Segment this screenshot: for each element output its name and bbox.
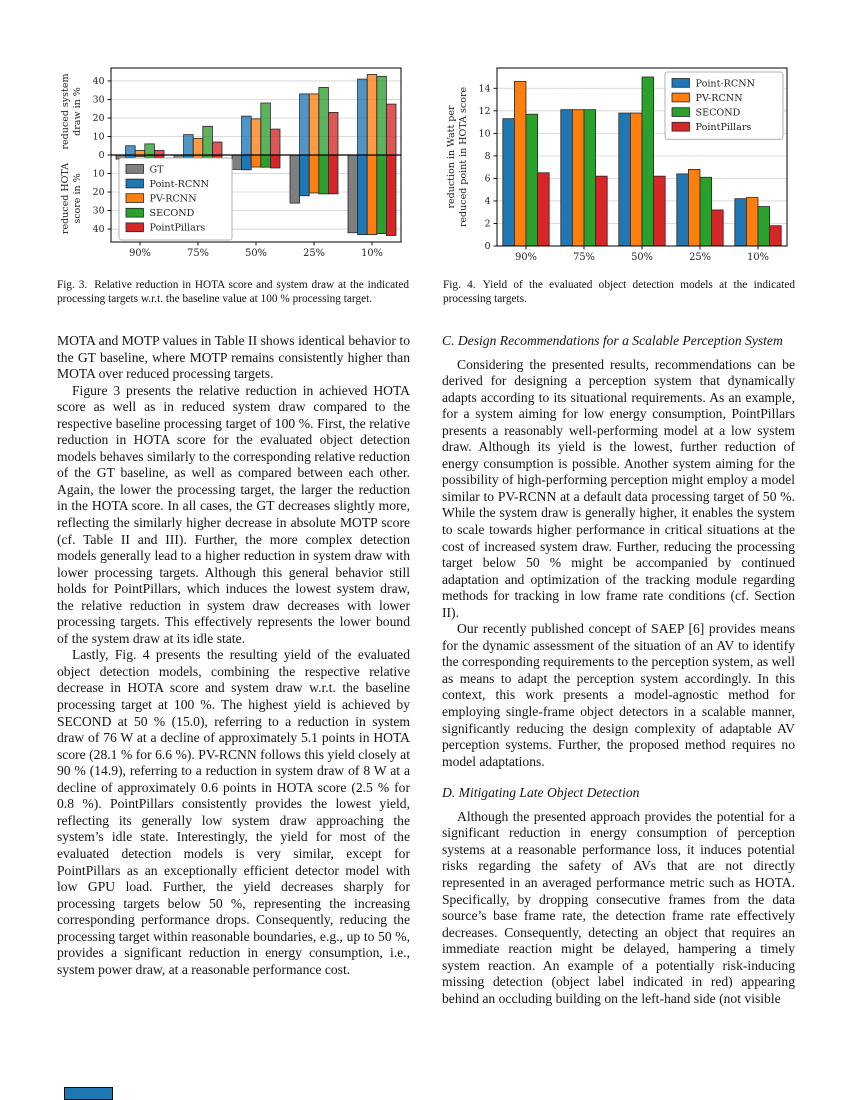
legend-label: Point-RCNN [695, 78, 756, 90]
bar [526, 114, 538, 246]
legend-label: SECOND [149, 208, 195, 220]
bar [654, 176, 666, 246]
x-tick-label: 25% [303, 248, 325, 259]
body-paragraph: Although the presented approach provides the potential for a significant reduction in energy consumption of perception systems at a reasonable performance loss, it induces potential risks regarding the safety of AVs that are not directly represented in an averaged performance metric such as HOTA. Specifically, by dropping consecutive frames from the data source’s base frame rate, the detection frame rate effectively decreases. Consequently, detecting an object that requires an immediate reaction might be delayed, hampering a timely system reaction. An example of a potentially risk-inducing missing detection (object label indicated in red) appearing behind an occluding building on the left-hand side (not visible [442, 808, 795, 1006]
bar [145, 144, 155, 155]
bar [677, 174, 689, 246]
bar [251, 119, 261, 155]
bar [319, 155, 329, 194]
bar [300, 94, 310, 155]
bar [642, 77, 654, 246]
bar [212, 142, 222, 155]
y-tick-label: 20 [92, 113, 105, 125]
bar [630, 113, 642, 246]
y-tick-label: 30 [92, 205, 105, 217]
bar [251, 155, 261, 167]
body-paragraph: Lastly, Fig. 4 presents the resulting yield of the evaluated object detection models, combining the respective relative decrease in HOTA score and system draw w.r.t. the baseline processing target at 100 %. The highest yield is achieved by SECOND at 50 % (15.0), referring to a reduction in system draw of 76 W at a decline of approximately 5.1 points in HOTA score (28.1 % for 6.6 %). PV-RCNN follows this yield closely at 90 % (14.9), referring to a reduction in system draw of 8 W at a decline of approximately 0.6 points in HOTA score (2.5 % for 0.8 %). PointPillars consistently provides the lowest yield, reflecting its generally low system draw approaching the system’s idle state. Interestingly, the yield for most of the evaluated detection models is very similar, except for PointPillars as an exceptionally efficient detector model with low GPU load. Further, the yield decreases sharply for processing targets below 50 %, representing the increasing corresponding performance drops. Consequently, reducing the processing target within reasonable boundaries, e.g., up to 50 %, provides a significant reduction in energy consumption, i.e., system power draw, at a reasonable performance cost. [57, 647, 410, 977]
fig4-legend [665, 72, 783, 139]
bar [261, 103, 271, 155]
bar [503, 119, 515, 246]
bar [270, 155, 280, 168]
bar [712, 210, 724, 246]
legend-label: PV-RCNN [149, 193, 197, 205]
legend-swatch-PointPillars [672, 122, 690, 131]
x-tick-label: 10% [747, 252, 769, 263]
fig3-caption [57, 279, 409, 307]
bar [377, 76, 387, 155]
bar [735, 199, 747, 246]
axis-label: reduced point in HOTA score [458, 86, 469, 228]
figure-3 [57, 56, 409, 307]
bar [538, 173, 550, 246]
bar [770, 226, 782, 246]
y-tick-label: 4 [484, 196, 491, 208]
legend-label: PV-RCNN [695, 92, 743, 104]
bar [328, 112, 338, 155]
legend-swatch-PV-RCNN [126, 194, 144, 203]
y-tick-label: 20 [92, 187, 105, 199]
fig3-chart [57, 56, 409, 266]
section-heading-c: C. Design Recommendations for a Scalable Perception System [442, 333, 783, 348]
legend-swatch-PointPillars [126, 223, 144, 232]
axis-label: draw in % [72, 87, 83, 136]
fig4-caption [443, 279, 795, 307]
bar [367, 155, 377, 235]
bar [584, 110, 596, 246]
bar [203, 126, 213, 155]
bar [154, 150, 164, 155]
y-tick-label: 40 [92, 224, 105, 236]
x-tick-label: 75% [573, 252, 595, 263]
x-tick-label: 50% [631, 252, 653, 263]
bar [758, 207, 770, 246]
bar [386, 104, 396, 155]
bar [135, 150, 145, 155]
y-tick-label: 6 [484, 173, 491, 185]
body-paragraph: Considering the presented results, recommendations can be derived for designing a perception system that dynamically adapts according to its situational requirements. As an example, for a system aiming for low energy consumption, PointPillars presents a reasonably well-performing model at a low system draw. Although its yield is the lowest, further reduction of energy consumption is possible. Another system aiming for the possibility of high-performing perception might employ a model similar to PV-RCNN at a default data processing target of 50 %. While the system draw is generally higher, it enables the system to scale towards higher performance in critical situations at the cost of increased system draw. Further, reducing the processing target below 50 % might be accompanied by continued adaptation and optimization of the tracking module regarding methods for tracking in low frame rate conditions (cf. Section II). [442, 356, 795, 620]
right-column [442, 333, 795, 1007]
next-page-legend-sliver [64, 1087, 113, 1100]
bar [261, 155, 271, 167]
y-tick-label: 10 [92, 168, 105, 180]
bar [367, 74, 377, 155]
fig3-caption-text: Relative reduction in HOTA score and system draw at the indicated processing targets w.r.t. the baseline value at 100 % processing target. [57, 279, 409, 305]
legend-swatch-PV-RCNN [672, 93, 690, 102]
bar [328, 155, 338, 194]
bar [184, 135, 194, 155]
legend-label: PointPillars [149, 222, 206, 234]
legend-swatch-SECOND [672, 108, 690, 117]
bar [242, 155, 252, 170]
bar [358, 155, 368, 235]
axis-label: reduced system [60, 73, 71, 150]
bar [688, 169, 700, 246]
bar [700, 177, 712, 246]
figures-row [57, 56, 795, 307]
bar [348, 155, 358, 233]
bar [290, 155, 300, 203]
legend-label: GT [149, 164, 164, 176]
fig4-chart [443, 56, 795, 266]
legend-label: SECOND [695, 107, 741, 119]
fig4-caption-text: Yield of the evaluated object detection models at the indicated processing targets. [443, 279, 795, 305]
body-paragraph: Our recently published concept of SAEP [6] provides means for the dynamic assessment of the situation of an AV to identify the corresponding requirements to the perception system, as well as means to adapt the perception system accordingly. In this context, this work presents a model-agnostic method for employing single-frame object detectors in a scalable manner, significantly reducing the design complexity of adaptable AV perception systems. Further, the proposed method requires no model adaptations. [442, 621, 795, 769]
legend-label: PointPillars [695, 122, 752, 134]
y-tick-label: 12 [478, 106, 491, 118]
y-tick-label: 14 [478, 83, 491, 95]
fig3-legend [119, 158, 232, 240]
bar [561, 110, 573, 246]
y-tick-label: 2 [484, 218, 491, 230]
x-tick-label: 90% [129, 248, 151, 259]
bar [300, 155, 310, 196]
y-tick-label: 40 [92, 76, 105, 88]
bar [242, 116, 252, 155]
y-tick-label: 0 [484, 241, 491, 253]
left-column [57, 333, 410, 1007]
bar [309, 94, 319, 155]
body-columns [57, 333, 795, 1007]
axis-label: reduction in Watt per [446, 105, 457, 209]
bar [377, 155, 387, 234]
bar [358, 79, 368, 155]
legend-label: Point-RCNN [149, 178, 210, 190]
legend-swatch-Point-RCNN [672, 79, 690, 88]
y-tick-label: 0 [98, 150, 105, 162]
bar [319, 87, 329, 155]
legend-swatch-Point-RCNN [126, 179, 144, 188]
body-paragraph: MOTA and MOTP values in Table II shows identical behavior to the GT baseline, where MOTP remains consistently higher than MOTA over reduced processing targets. [57, 333, 410, 382]
x-tick-label: 50% [245, 248, 267, 259]
y-tick-label: 8 [484, 151, 491, 163]
x-tick-label: 10% [361, 248, 383, 259]
bar [596, 176, 608, 246]
fig4-caption-label: Fig. 4. [443, 279, 476, 291]
bar [232, 155, 242, 169]
bar [270, 129, 280, 155]
section-heading-d: D. Mitigating Late Object Detection [442, 785, 640, 801]
body-paragraph: Figure 3 presents the relative reduction in achieved HOTA score as well as in reduced system draw compared to the respective baseline processing target of 100 %. First, the relative reduction in HOTA score for the evaluated object detection models behaves similarly to the corresponding relative reduction of the GT baseline, as well as compared between each other. Again, the lower the processing target, the larger the reduction in the HOTA score. In all cases, the GT decreases slightly more, reflecting the similarly higher decrease in absolute MOTP score (cf. Table II and III). Further, the more complex detection models generally lead to a higher reduction in system draw with lower processing targets. Although this general behavior still holds for PointPillars, which induces the lowest system draw, the relative reduction in system draw decreases with lower processing targets. This effectively represents the lower bound of the system draw at its idle state. [57, 382, 410, 646]
figure-4 [443, 56, 795, 307]
bar [386, 155, 396, 236]
axis-label: score in % [72, 173, 83, 224]
bar [309, 155, 319, 193]
bar [746, 198, 758, 246]
bar [572, 110, 584, 246]
y-tick-label: 10 [92, 131, 105, 143]
x-tick-label: 25% [689, 252, 711, 263]
x-tick-label: 75% [187, 248, 209, 259]
x-tick-label: 90% [515, 252, 537, 263]
bar [193, 138, 203, 155]
legend-swatch-SECOND [126, 208, 144, 217]
fig3-caption-label: Fig. 3. [57, 279, 88, 291]
legend-swatch-GT [126, 165, 144, 174]
axis-label: reduced HOTA [60, 162, 71, 235]
y-tick-label: 10 [478, 128, 491, 140]
bar [514, 82, 526, 246]
bar [619, 113, 631, 246]
y-tick-label: 30 [92, 94, 105, 106]
bar [126, 146, 136, 155]
